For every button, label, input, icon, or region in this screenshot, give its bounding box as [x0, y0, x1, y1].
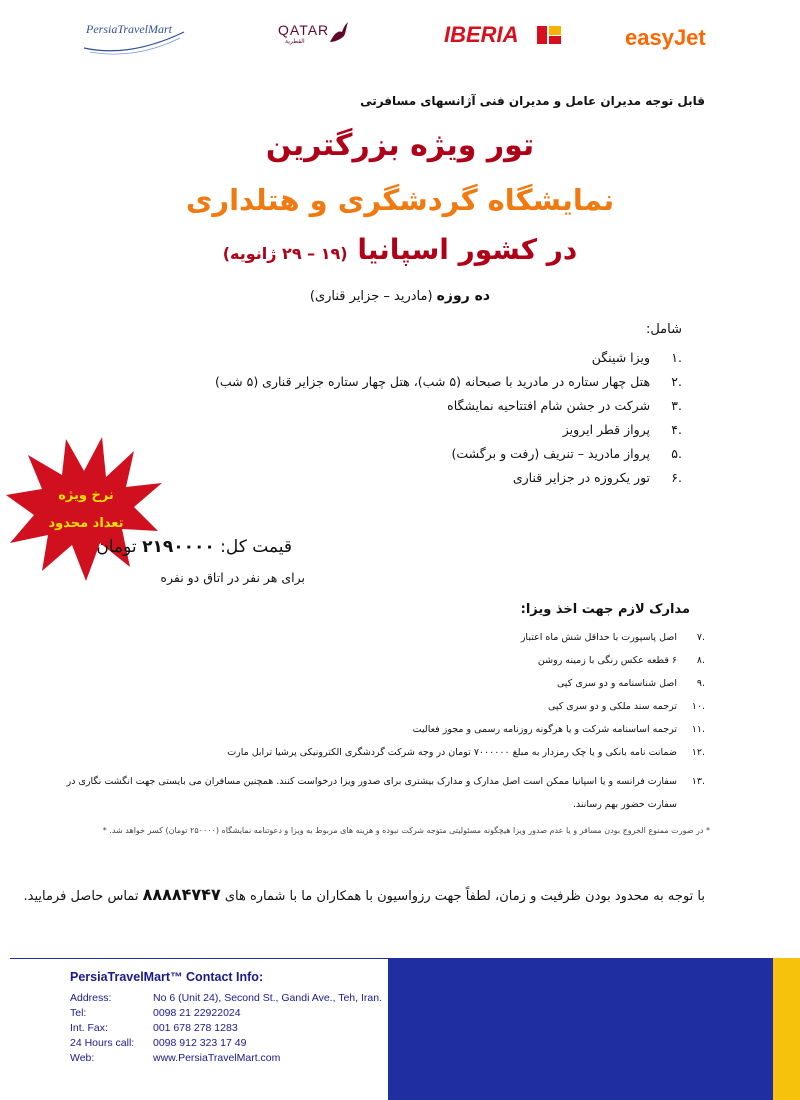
list-number: .۵ [671, 446, 682, 461]
starburst-badge-icon [6, 435, 164, 583]
table-row [70, 1007, 382, 1022]
list-number: .۱۲ [691, 747, 705, 758]
title-dates: (۱۹ – ۲۹ ژانویه) [222, 244, 348, 263]
list-text: اصل شناسنامه و دو سری کپی [557, 678, 677, 689]
list-item [5, 678, 705, 701]
qatar-airways-logo-sub: القطرية [285, 38, 305, 45]
contact-key: Web: [70, 1052, 95, 1064]
list-text: تور یکروزه در جزایر قناری [512, 470, 651, 485]
duration-route: (مادرید – جزایر قناری) [309, 289, 433, 304]
badge-limited: تعداد محدود [48, 516, 124, 531]
contact-fax: 001 678 278 1283 [153, 1022, 238, 1034]
badge-special-rate: نرخ ویژه [58, 488, 114, 503]
list-text: سفارت فرانسه و یا اسپانیا ممکن است اصل مدارک و مدارک بیشتری برای صدور ویزا درخواست کنند. همچنین مسافران می بایستی جهت انگشت نگاری در سفارت حضور بهم رسانند. [66, 776, 677, 810]
list-number: .۶ [671, 470, 682, 485]
duration [0, 288, 800, 304]
list-item [62, 398, 682, 422]
contact-tel: 0098 21 22922024 [153, 1007, 241, 1019]
table-row [70, 1052, 382, 1067]
list-text: پرواز مادرید – تنریف (رفت و برگشت) [451, 446, 651, 461]
attention-line: قابل توجه مدیران عامل و مدیران فنی آژانسهای مسافرتی [360, 94, 705, 108]
list-number: .۱ [671, 350, 682, 365]
list-text: اصل پاسپورت با حداقل شش ماه اعتبار [520, 632, 677, 643]
price-label: قیمت کل: [220, 537, 292, 557]
contact-info-table [70, 992, 382, 1067]
list-item [5, 701, 705, 724]
oryx-icon [328, 20, 350, 46]
persiatravelmart-logo [80, 18, 190, 58]
price-unit: تومان [96, 537, 137, 557]
list-number: .۷ [696, 632, 705, 643]
title-line-2: نمایشگاه گردشگری و هتلداری [185, 183, 615, 217]
list-text: ویزا شینگن [591, 350, 651, 365]
list-text: پرواز قطر ایرویز [562, 422, 651, 437]
iberia-symbol-icon [535, 24, 565, 46]
list-item [5, 770, 705, 816]
contact-web-link[interactable]: www.PersiaTravelMart.com [153, 1052, 281, 1064]
price-note: برای هر نفر در اتاق دو نفره [160, 570, 305, 585]
list-item [5, 632, 705, 655]
table-row [70, 992, 382, 1007]
docs-list [5, 632, 705, 816]
list-text: شرکت در جشن شام افتتاحیه نمایشگاه [447, 398, 651, 413]
contact-24h: 0098 912 323 17 49 [153, 1037, 247, 1049]
persiatravelmart-logo-text: PersiaTravelMart [86, 22, 172, 36]
list-number: .۱۱ [691, 724, 705, 735]
list-number: .۳ [671, 398, 682, 413]
contact-key: Int. Fax: [70, 1022, 108, 1034]
list-text: ۶ قطعه عکس رنگی با زمینه روشن [537, 655, 677, 666]
contact-note [24, 885, 705, 904]
title-line-1: تور ویژه بزرگترین [265, 128, 535, 163]
easyjet-logo: easyJet [625, 25, 706, 50]
list-number: .۲ [671, 374, 682, 389]
list-number: .۹ [696, 678, 705, 689]
contact-note-after: تماس حاصل فرمایید. [23, 889, 139, 904]
list-number: .۴ [671, 422, 682, 437]
list-text: ترجمه اساسنامه شرکت و یا هرگونه روزنامه رسمی و مجوز فعالیت [412, 724, 677, 735]
duration-bold: ده روزه [436, 288, 491, 304]
list-text: هتل چهار ستاره در مادرید با صبحانه (۵ شب)، هتل چهار ستاره جزایر قناری (۵ شب) [215, 374, 651, 389]
includes-label: شامل: [645, 322, 682, 337]
contact-key: Tel: [70, 1007, 87, 1019]
title-line-3-text: در کشور اسپانیا [357, 233, 578, 266]
footnote: * در صورت ممنوع الخروج بودن مسافر و یا عدم صدور ویزا هیچگونه مسئولیتی متوجه شرکت نبوده و هزینه های مربوط به ویزا و دعوتنامه نمایشگاه (۲۵۰۰۰۰ تومان) کسر خواهد شد. * [102, 826, 710, 835]
list-item [62, 350, 682, 374]
footer-divider [10, 958, 390, 959]
price-line [96, 537, 292, 557]
docs-label: مدارک لازم جهت اخذ ویزا: [520, 602, 690, 617]
price-amount: ۲۱۹۰۰۰۰ [142, 537, 215, 557]
list-text: ضمانت نامه بانکی و یا چک رمزدار به مبلغ ۷۰۰۰۰۰۰ تومان در وجه شرکت گردشگری الکترونیکی پرشیا ترابل مارت [227, 747, 677, 758]
list-item [5, 724, 705, 747]
list-item [62, 374, 682, 398]
title-line-3 [0, 233, 800, 266]
table-row [70, 1022, 382, 1037]
list-number: .۱۳ [691, 776, 705, 787]
iberia-logo: IBERIA [444, 22, 519, 47]
contact-address: No 6 (Unit 24), Second St., Gandi Ave., Teh, Iran. [153, 992, 382, 1004]
contact-phone: ۸۸۸۸۴۷۴۷ [142, 885, 221, 904]
swoosh-icon [80, 18, 190, 58]
qatar-airways-logo: QATAR [278, 22, 330, 38]
contact-key: Address: [70, 992, 112, 1004]
contact-key: 24 Hours call: [70, 1037, 135, 1049]
footer-blue-block [388, 958, 773, 1100]
list-number: .۱۰ [691, 701, 705, 712]
list-number: .۸ [696, 655, 705, 666]
list-text: ترجمه سند ملکی و دو سری کپی [547, 701, 677, 712]
contact-info-title: PersiaTravelMart™ Contact Info: [70, 970, 264, 984]
table-row [70, 1037, 382, 1052]
list-item [5, 747, 705, 770]
footer-yellow-stripe [773, 958, 800, 1100]
list-item [5, 655, 705, 678]
contact-note-before: با توجه به محدود بودن ظرفیت و زمان، لطفاً جهت رزواسیون با همکاران ما با شماره های [224, 889, 705, 904]
